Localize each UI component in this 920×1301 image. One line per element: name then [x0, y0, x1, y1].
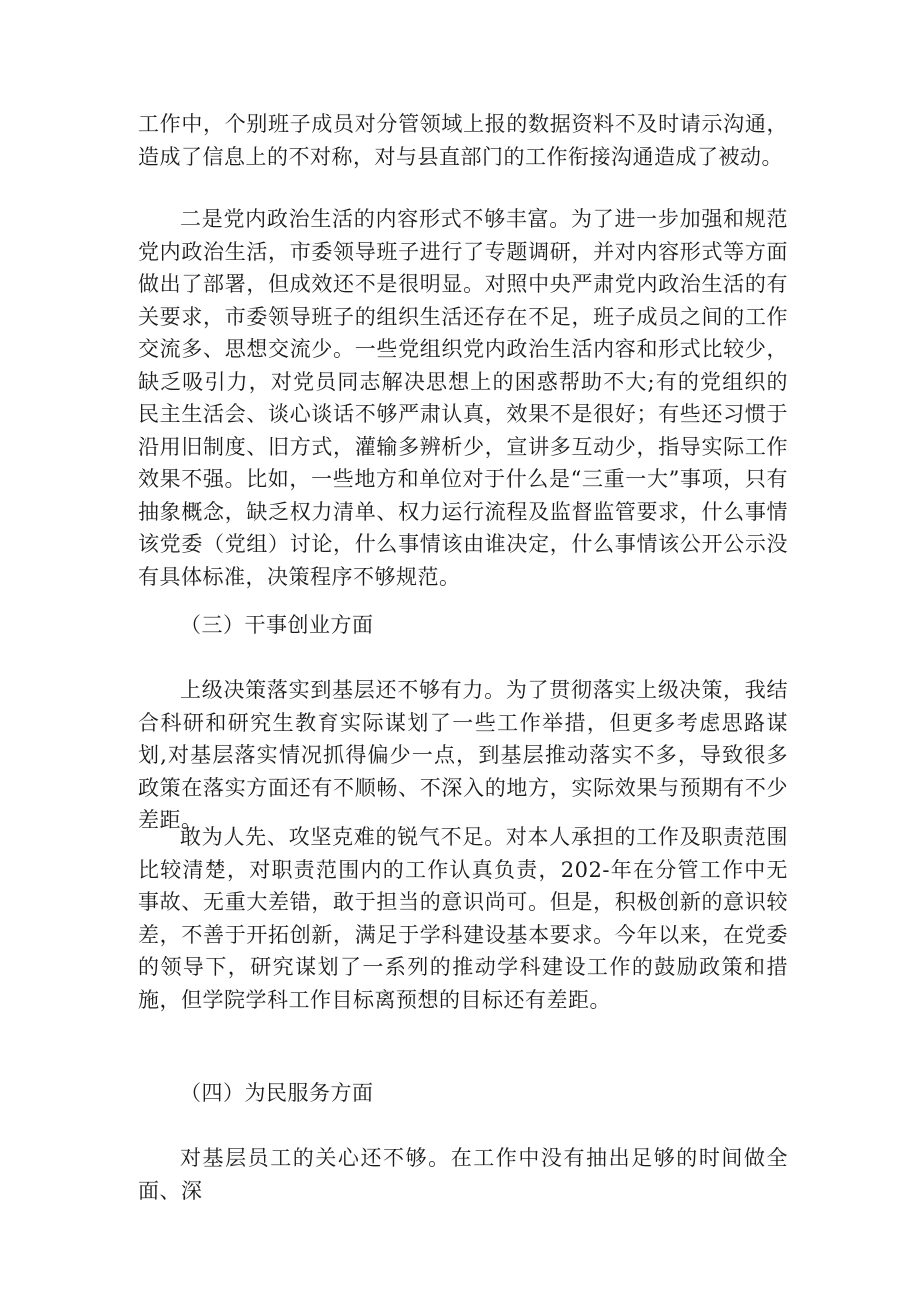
paragraph-decision-implementation: 上级决策落实到基层还不够有力。为了贯彻落实上级决策，我结合科研和研究生教育实际谋划了一些工作举措，但更多考虑思路谋划,对基层落实情况抓得偏少一点，到基层推动落实不多，导致很多政策在落实方面还有不顺畅、不深入的地方，实际效果与预期有不少差距。 — [138, 678, 788, 832]
paragraph-party-life: 二是党内政治生活的内容形式不够丰富。为了进一步加强和规范党内政治生活，市委领导班子进行了专题调研，并对内容形式等方面做出了部署，但成效还不是很明显。对照中央严肃党内政治生活的有关要求，市委领导班子的组织生活还存在不足，班子成员之间的工作交流多、思想交流少。一些党组织党内政治生活内容和形式比较少，缺乏吸引力，对党员同志解决思想上的困惑帮助不大;有的党组织的民主生活会、谈心谈话不够严肃认真，效果不是很好；有些还习惯于沿用旧制度、旧方式，灌输多辨析少，宣讲多互动少，指导实际工作效果不强。比如，一些地方和单位对于什么是“三重一大”事项，只有抽象概念，缺乏权力清单、权力运行流程及监督监管要求，什么事情该党委（党组）讨论，什么事情该由谁决定，什么事情该公开公示没有具体标准，决策程序不够规范。 — [138, 207, 788, 589]
paragraph-intro-continuation: 工作中，个别班子成员对分管领域上报的数据资料不及时请示沟通，造成了信息上的不对称，对与县直部门的工作衔接沟通造成了被动。 — [138, 112, 788, 169]
section-heading-3: （三）干事创业方面 — [180, 613, 374, 637]
section-heading-4: （四）为民服务方面 — [180, 1081, 374, 1105]
paragraph-care-for-staff: 对基层员工的关心还不够。在工作中没有抽出足够的时间做全面、深 — [138, 1146, 788, 1203]
paragraph-pioneering-spirit: 敢为人先、攻坚克难的锐气不足。对本人承担的工作及职责范围比较清楚，对职责范围内的工作认真负责，202-年在分管工作中无事故、无重大差错，敢于担当的意识尚可。但是，积极创新的意识较差，不善于开拓创新，满足于学科建设基本要求。今年以来，在党委的领导下，研究谋划了一系列的推动学科建设工作的鼓励政策和措施，但学院学科工作目标离预想的目标还有差距。 — [138, 825, 788, 1012]
